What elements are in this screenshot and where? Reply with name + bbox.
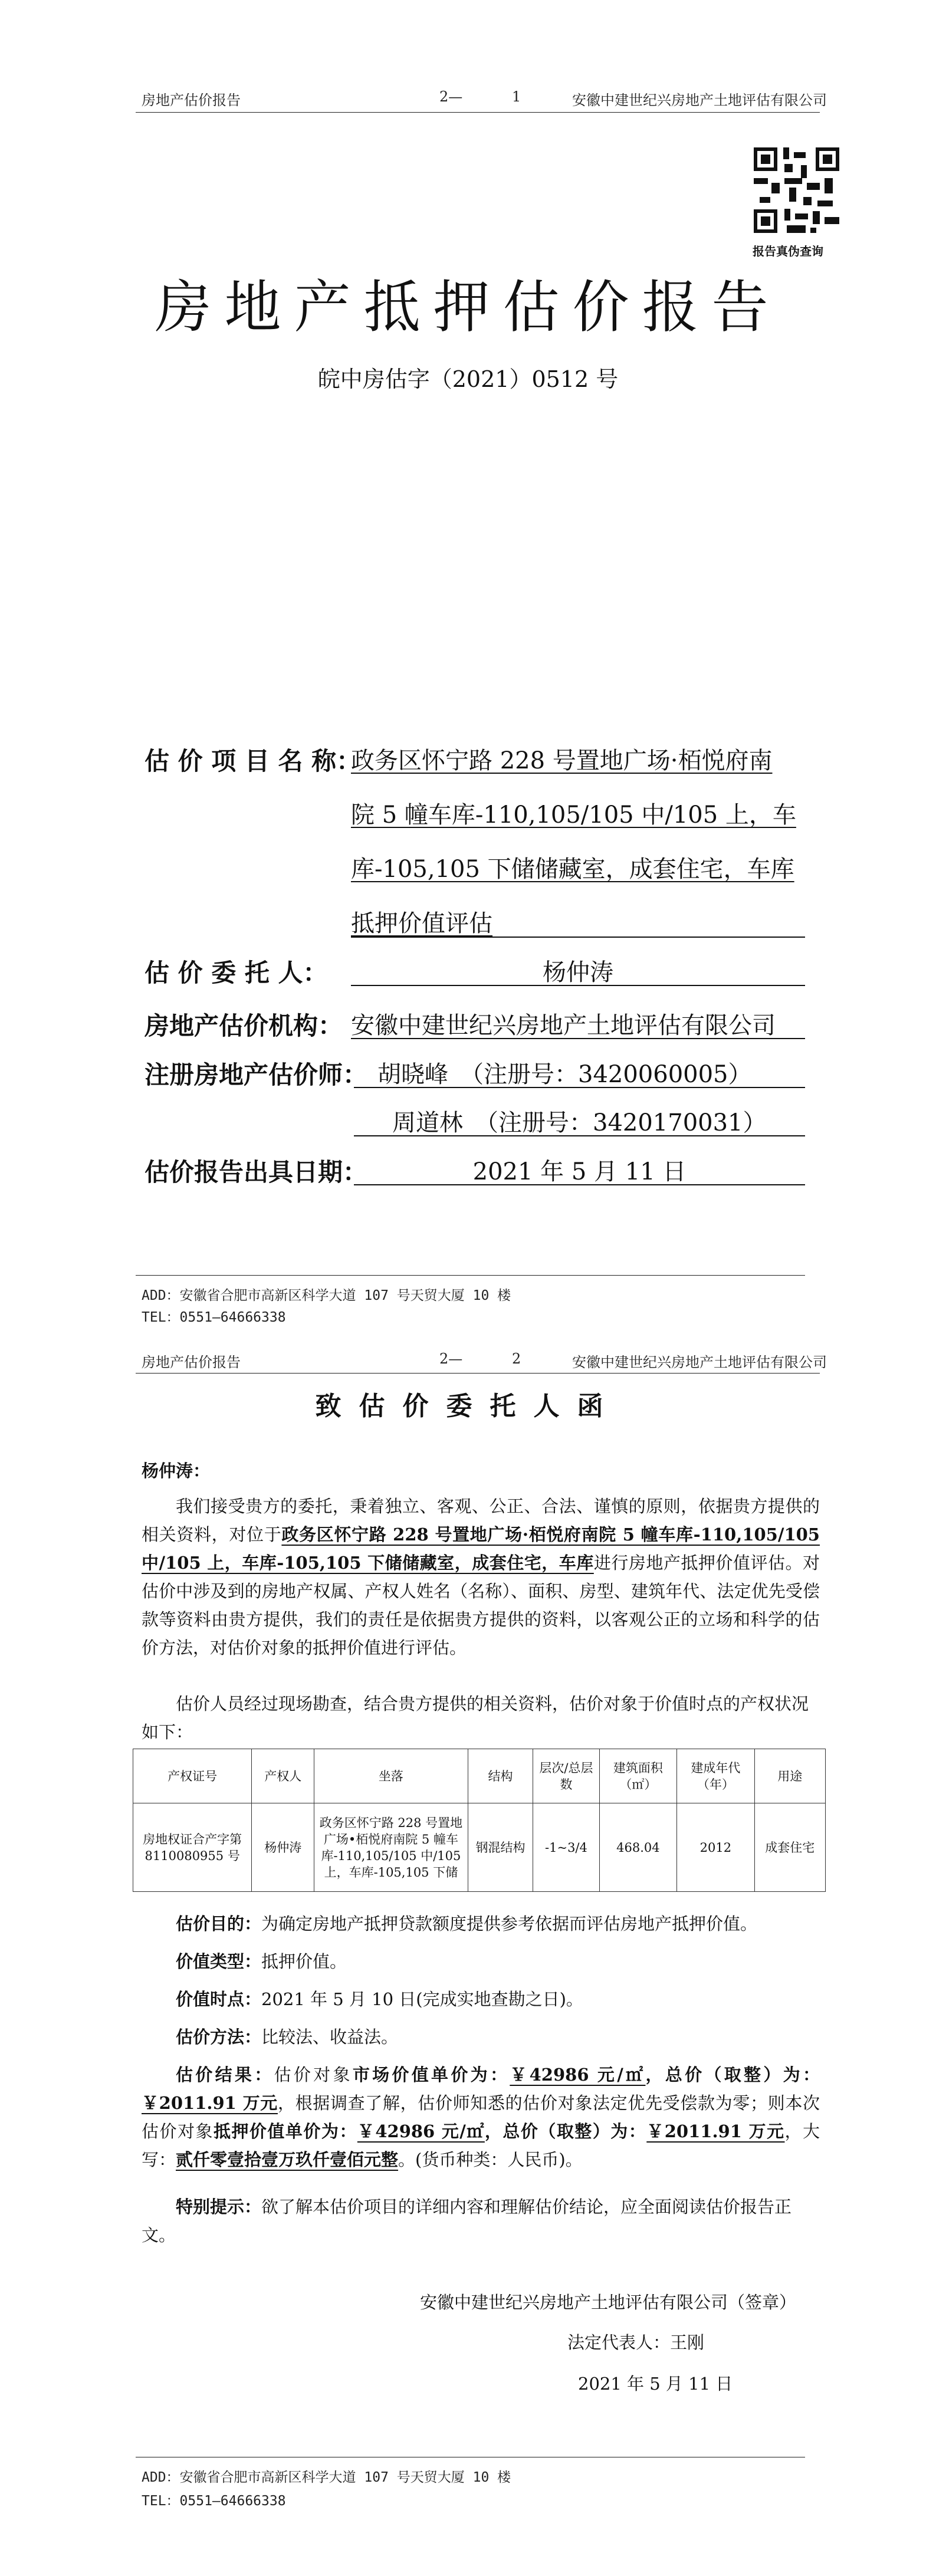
client-value: 杨仲涛 bbox=[543, 959, 613, 986]
notice-text: 欲了解本估价项目的详细内容和理解估价结论，应全面阅读估价报告正文。 bbox=[142, 2197, 792, 2245]
appraisal-org-value: 安徽中建世纪兴房地产土地评估有限公司 bbox=[351, 1012, 776, 1039]
table-cell: 杨仲涛 bbox=[252, 1803, 314, 1892]
appraisal-org-underline bbox=[351, 1038, 805, 1039]
letter-paragraph-2: 估价人员经过现场勘查，结合贵方提供的相关资料，估价对象于价值时点的产权状况如下： bbox=[142, 1694, 809, 1742]
market-total-price: ￥2011.91 万元 bbox=[142, 2093, 278, 2113]
issue-date-label: 估价报告出具日期： bbox=[144, 1158, 368, 1187]
issue-date-value: 2021 年 5 月 11 日 bbox=[472, 1158, 687, 1185]
table-header-row bbox=[133, 1749, 826, 1803]
footer-address: ADD：安徽省合肥市高新区科学大道 107 号天贸大厦 10 楼 bbox=[142, 1288, 511, 1303]
project-name-line-2: 院 5 幢车库-110,105/105 中/105 上，车 bbox=[351, 801, 796, 829]
letter-title: 致估价委托人函 bbox=[315, 1391, 621, 1421]
special-notice bbox=[142, 2193, 820, 2249]
paragraph-1-rest: 进行房地产抵押价值评估。对估价中涉及到的房地产权属、产权人姓名（名称）、面积、房型、建筑年代、法定优先受偿款等资料由贵方提供，我们的责任是依据贵方提供的资料，以客观公正的立场和科学的估价方法，对估价对象的抵押价值进行评估。 bbox=[142, 1553, 820, 1658]
client-label: 估 价 委 托 人： bbox=[144, 958, 328, 987]
market-unit-price: ￥42986 元/㎡ bbox=[510, 2065, 646, 2085]
table-header: 结构 bbox=[468, 1749, 533, 1803]
table-header: 产权人 bbox=[252, 1749, 314, 1803]
value-date-label: 价值时点： bbox=[176, 1989, 262, 2009]
appraiser-2: 周道林 （注册号：3420170031） bbox=[392, 1109, 767, 1136]
header-rule bbox=[136, 112, 820, 113]
page-header-right: 安徽中建世纪兴房地产土地评估有限公司 bbox=[572, 1354, 827, 1371]
document-number: 皖中房估字（2021）0512 号 bbox=[317, 366, 619, 392]
table-header: 产权证号 bbox=[133, 1749, 252, 1803]
page-number: 2 bbox=[512, 1351, 521, 1367]
property-rights-table bbox=[133, 1749, 826, 1892]
table-cell: 政务区怀宁路 228 号置地广场•栢悦府南院 5 幢车库-110,105/105 中/105 上，车库-105,105 下储 bbox=[314, 1803, 468, 1892]
issue-date-underline bbox=[354, 1184, 805, 1185]
mortgage-unit-price-label: 抵押价值单价为： bbox=[213, 2121, 357, 2141]
page-number: 1 bbox=[512, 88, 521, 105]
notice-label: 特别提示： bbox=[176, 2197, 262, 2217]
table-header: 建筑面积（㎡） bbox=[599, 1749, 677, 1803]
footer-address: ADD：安徽省合肥市高新区科学大道 107 号天贸大厦 10 楼 bbox=[142, 2470, 511, 2485]
appraisal-method bbox=[176, 2023, 398, 2051]
letter-paragraph-1 bbox=[142, 1492, 820, 1662]
page-header-left: 房地产估价报告 bbox=[142, 92, 241, 109]
project-name-label: 估 价 项 目 名 称： bbox=[144, 747, 362, 776]
value-type-label: 价值类型： bbox=[176, 1951, 262, 1972]
report-title: 房地产抵押估价报告 bbox=[155, 274, 781, 340]
method-text: 比较法、收益法。 bbox=[261, 2027, 399, 2047]
mortgage-total-price: ￥2011.91 万元 bbox=[646, 2121, 785, 2141]
result-text: ，根据调查了解，估价师知悉的估价对象法定优先受偿款为零；则本次估价对象 bbox=[142, 2093, 820, 2141]
salutation: 杨仲涛： bbox=[142, 1461, 211, 1481]
page-number-prefix: 2— bbox=[439, 1351, 463, 1367]
table-header: 层次/总层数 bbox=[533, 1749, 599, 1803]
value-type bbox=[176, 1947, 347, 1976]
result-label: 估价结果： bbox=[176, 2065, 274, 2085]
table-cell: 2012 bbox=[677, 1803, 754, 1892]
project-name-underline bbox=[351, 937, 805, 938]
legal-representative: 法定代表人：王刚 bbox=[567, 2332, 705, 2352]
table-cell: 钢混结构 bbox=[468, 1803, 533, 1892]
table-header: 坐落 bbox=[314, 1749, 468, 1803]
table-cell: -1~3/4 bbox=[533, 1803, 599, 1892]
header-rule bbox=[136, 1373, 820, 1374]
verification-qr-code bbox=[754, 147, 839, 233]
project-name-line-4: 抵押价值评估 bbox=[351, 910, 492, 937]
footer-rule bbox=[136, 1275, 805, 1276]
page-number-prefix: 2— bbox=[439, 88, 463, 105]
appraisal-org-label: 房地产估价机构： bbox=[144, 1011, 343, 1040]
purpose-text: 为确定房地产抵押贷款额度提供参考依据而评估房地产抵押价值。 bbox=[261, 1914, 758, 1934]
method-label: 估价方法： bbox=[176, 2027, 262, 2047]
footer-telephone: TEL：0551—64666338 bbox=[142, 1310, 286, 1325]
paragraph-1-intro: 我们接受贵方的委托，秉着独立、客观、公正、合法、谨慎的原则，依据贵方提供的相关资料，对位于 bbox=[142, 1496, 820, 1545]
table-cell: 房地权证合产字第 8110080955 号 bbox=[133, 1803, 252, 1892]
property-location: 政务区怀宁路 228 号置地广场·栢悦府南院 5 幢车库-110,105/105 中/105 上，车库-105,105 下储储藏室，成套住宅，车库 bbox=[142, 1524, 820, 1573]
project-name-line-3: 库-105,105 下储储藏室，成套住宅，车库 bbox=[351, 856, 794, 883]
client-underline bbox=[351, 985, 805, 986]
table-header: 用途 bbox=[754, 1749, 825, 1803]
footer-telephone: TEL：0551—64666338 bbox=[142, 2493, 286, 2509]
qr-caption: 报告真伪查询 bbox=[753, 244, 823, 258]
project-name-line-1: 政务区怀宁路 228 号置地广场·栢悦府南 bbox=[351, 747, 773, 774]
mortgage-total-label: ，总价（取整）为： bbox=[484, 2121, 647, 2141]
appraiser-2-underline bbox=[354, 1135, 805, 1136]
appraiser-label: 注册房地产估价师： bbox=[144, 1060, 368, 1089]
table-row bbox=[133, 1803, 826, 1892]
result-text: ，大写： bbox=[142, 2121, 820, 2170]
appraiser-1-underline bbox=[354, 1087, 805, 1088]
value-date bbox=[176, 1985, 583, 2013]
table-cell: 468.04 bbox=[599, 1803, 677, 1892]
result-text: 估价对象 bbox=[274, 2065, 353, 2085]
currency-note: 。(货币种类：人民币)。 bbox=[398, 2150, 583, 2170]
market-unit-price-label: 市场价值单价为： bbox=[352, 2065, 510, 2085]
total-in-words: 贰仟零壹拾壹万玖仟壹佰元整 bbox=[176, 2150, 399, 2170]
purpose-label: 估价目的： bbox=[176, 1914, 262, 1934]
signing-company: 安徽中建世纪兴房地产土地评估有限公司（签章） bbox=[420, 2292, 797, 2312]
appraisal-result bbox=[142, 2061, 820, 2174]
table-header: 建成年代（年） bbox=[677, 1749, 754, 1803]
value-type-text: 抵押价值。 bbox=[261, 1951, 347, 1972]
value-date-text: 2021 年 5 月 10 日(完成实地查勘之日)。 bbox=[261, 1989, 583, 2009]
market-total-label: ，总价（取整）为： bbox=[645, 2065, 820, 2085]
table-cell: 成套住宅 bbox=[754, 1803, 825, 1892]
appraisal-purpose bbox=[176, 1910, 819, 1938]
appraiser-1: 胡晓峰 （注册号：3420060005） bbox=[377, 1061, 752, 1088]
signing-date: 2021 年 5 月 11 日 bbox=[578, 2374, 733, 2394]
mortgage-unit-price: ￥42986 元/㎡ bbox=[357, 2121, 485, 2141]
page-header-left: 房地产估价报告 bbox=[142, 1354, 241, 1371]
page-header-right: 安徽中建世纪兴房地产土地评估有限公司 bbox=[572, 92, 827, 109]
